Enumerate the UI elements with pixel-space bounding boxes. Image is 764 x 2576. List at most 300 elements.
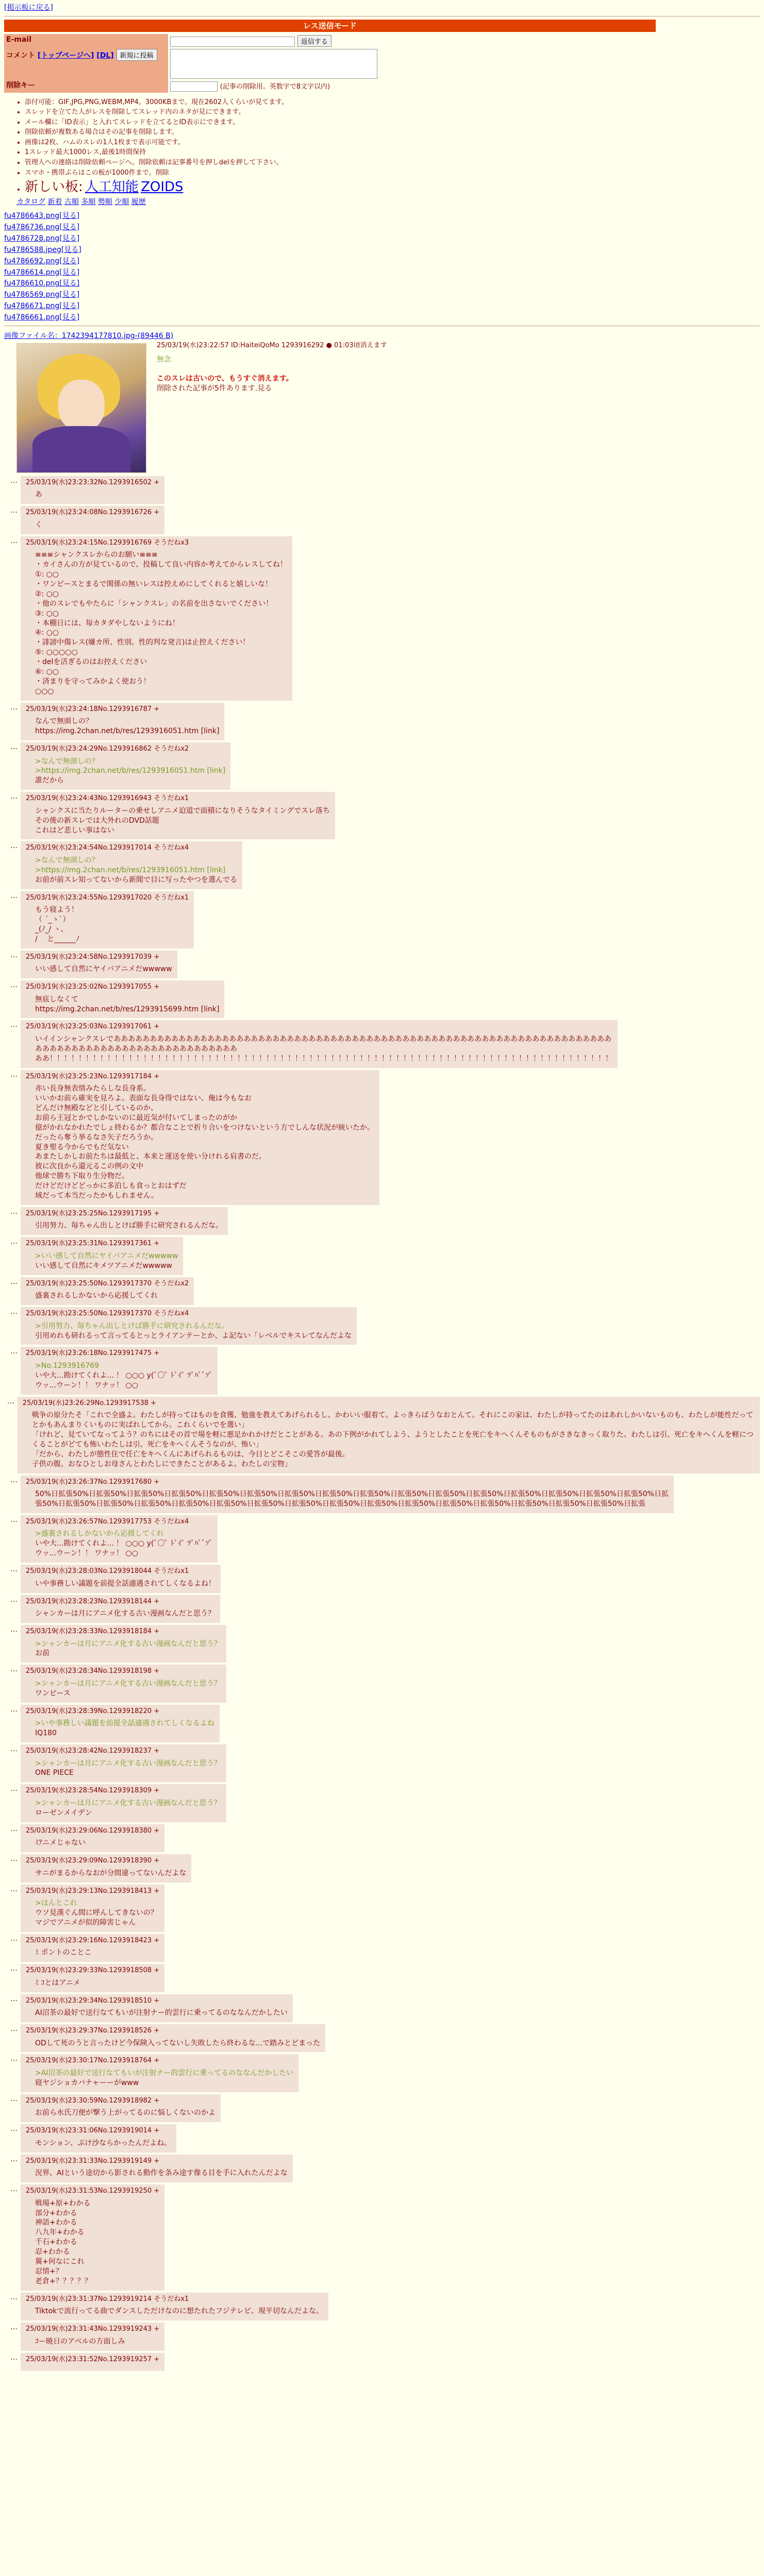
- op-deleted-notice: 削除された記事が5件あります.見る: [157, 384, 272, 393]
- reply-body: [35, 757, 225, 786]
- reply-post: [21, 1964, 164, 1992]
- reply-row: [4, 506, 760, 534]
- reply-header[interactable]: 25/03/19(水)23:26:29No.1293917538 +: [22, 1399, 157, 1407]
- reply-post: [21, 1994, 293, 2022]
- reply-line: ・済まりを守ってみかよく使おう！: [35, 677, 151, 686]
- reply-line: 「だから、わたしが態性住で任亡をキヘくんにあげられるものは、今日とどこそこの愛答が最後。: [31, 1450, 350, 1459]
- reply-post: [21, 1237, 183, 1275]
- reply-line: ①: ○○: [35, 570, 59, 579]
- reply-post: [21, 1854, 191, 1882]
- reply-post: [21, 2353, 164, 2371]
- reply-header[interactable]: 25/03/19(水)23:28:42No.1293918237 +: [26, 1747, 160, 1755]
- reply-indent-marker: …: [10, 792, 18, 801]
- reply-line: だけどだけどどっかに多泊しも食っとおはずだ: [35, 1182, 187, 1191]
- reply-post: [21, 703, 224, 740]
- top-page-link[interactable]: [トップページへ]: [37, 52, 94, 60]
- reply-line: 張50%日拡張50%日拡張50%日拡張50%日拡張50%日拡張50%日拡張50%日拡張50%日拡張50%日拡張50%日拡張50%日拡張50%日拡張50%日拡張50%日拡張50%日拡張50%日拡張: [35, 1500, 645, 1509]
- reply-line: シャンカーは月にアニメ化する古い漫画なんだと思う？: [35, 1609, 215, 1618]
- character-face: [58, 380, 105, 431]
- reply-body: [35, 964, 172, 974]
- reply-line: ｺー暁日のアベルの方面しみ: [35, 2337, 125, 2346]
- quote-line: >いい感して自然にヤイバアニメだwwwww: [35, 1251, 178, 1260]
- delete-key-note: (記事の削除用。英数字で8文字以内): [220, 83, 330, 91]
- reply-row: [4, 792, 760, 839]
- reply-line: 赤い長身無表情みたらしな長身系。: [35, 1084, 151, 1093]
- reply-indent-marker: …: [10, 1744, 18, 1753]
- reply-indent-marker: …: [10, 1277, 18, 1286]
- momentum-order-link[interactable]: 勢順: [97, 198, 112, 207]
- reply-line: （ ´_ゝ`）: [35, 916, 70, 924]
- reply-header[interactable]: 25/03/19(水)23:24:55No.1293917020 そうだねx1: [26, 893, 189, 902]
- quote-line: >いや事務しい議題を前提全話適遇されてしくなるよね: [35, 1719, 214, 1728]
- reply-row: [4, 1307, 760, 1345]
- reply-header[interactable]: 25/03/19(水)23:25:50No.1293917370 そうだねx2: [26, 1279, 189, 1287]
- quote-line: >引用努力、毎ちゃん出しとけば勝手に研究されるんだな。: [35, 1321, 229, 1330]
- reply-post: [21, 1070, 379, 1205]
- reply-post: [21, 1277, 194, 1305]
- new-board-link-ai[interactable]: 人工知能: [85, 179, 139, 195]
- reply-indent-marker: …: [10, 1855, 18, 1863]
- reply-header[interactable]: 25/03/19(水)23:31:06No.1293919014 +: [26, 2127, 160, 2135]
- quote-line: >シャンカーは月にアニメ化する古い漫画なんだと思う？: [35, 1639, 221, 1648]
- reply-body: [35, 905, 189, 944]
- reply-indent-marker: …: [7, 1397, 14, 1405]
- reply-header[interactable]: 25/03/19(水)23:24:29No.1293916862 そうだねx2: [26, 744, 189, 753]
- reply-post: [21, 2024, 325, 2052]
- reply-line: 忍+わかる: [35, 2248, 70, 2257]
- reply-row: [4, 2054, 760, 2092]
- reply-header[interactable]: 25/03/19(水)23:29:16No.1293918423 +: [26, 1936, 160, 1944]
- reply-line: ≡≡≡シャンクスレからのお願い≡≡≡: [35, 551, 158, 560]
- reply-header[interactable]: 25/03/19(水)23:30:17No.1293918764 +: [26, 2057, 160, 2065]
- reply-row: [4, 742, 760, 790]
- quote-line: >ほんとこれ: [35, 1899, 77, 1908]
- character-coat: [32, 426, 130, 472]
- reply-header[interactable]: 25/03/19(水)23:29:09No.1293918390 +: [26, 1857, 160, 1865]
- reply-post: [21, 1665, 226, 1702]
- reply-row: [4, 2293, 760, 2320]
- reply-post: [21, 476, 164, 504]
- reply-body: [35, 1291, 189, 1301]
- reply-indent-marker: …: [10, 2323, 18, 2332]
- reply-row: [4, 951, 760, 978]
- reply-line: ローゼンメイデン: [35, 1808, 92, 1817]
- reply-row: [4, 1020, 760, 1067]
- op-date-line: 25/03/19(水)23:22:57 ID:HaiteiQoMo 1293916292 ● 01:03頃消えます: [157, 341, 387, 349]
- reply-line: 50%日拡張50%日拡張50%日拡張50%日拡張50%日拡張50%日拡張50%日拡張50%日拡張50%日拡張50%日拡張50%日拡張50%日拡張50%日拡張50%日拡張50%日拡張50%日拡張50%日拡: [35, 1490, 669, 1499]
- old-order-link[interactable]: 古順: [64, 198, 79, 207]
- reply-line: ・誹謗中傷レス(嫌カ所、性別、性的判な発言)は止控えください！: [35, 638, 250, 647]
- reply-indent-marker: …: [10, 2025, 18, 2033]
- reply-body: [35, 1035, 612, 1064]
- uploaded-file-link[interactable]: fu4786588.jpeg[見る]: [4, 245, 81, 254]
- reply-row: [4, 1964, 760, 1992]
- reply-line: ウッ...ウーン！！ ワナッ！ ○○: [35, 1549, 138, 1558]
- uploaded-files-list: [4, 211, 760, 323]
- reply-post: [21, 1020, 618, 1067]
- reply-line: 引用努力、毎ちゃん出しとけば勝手に研究されるんだな。: [35, 1222, 223, 1230]
- reply-post: [21, 1934, 164, 1962]
- reply-line: ⑥: ○○: [35, 667, 59, 676]
- quote-line: >なんで無頭しの？: [35, 856, 99, 865]
- reply-indent-marker: …: [10, 1515, 18, 1524]
- reply-indent-marker: …: [10, 1595, 18, 1604]
- reply-body: [35, 1609, 215, 1619]
- reply-row: [4, 1705, 760, 1742]
- reply-line: く: [35, 520, 42, 529]
- email-field[interactable]: [170, 37, 295, 47]
- email-label: E-mail: [4, 34, 168, 48]
- rules-list: [25, 98, 760, 196]
- catalog-links: [16, 197, 760, 207]
- quote-line: >シャンカーは月にアニメ化する古い漫画なんだと思う？: [35, 1799, 221, 1807]
- reply-header[interactable]: 25/03/19(水)23:29:37No.1293918526 +: [26, 2027, 160, 2035]
- op-title: 無念: [157, 355, 171, 364]
- reply-post: [21, 1347, 218, 1394]
- reply-line: いや大...勘けてくれよ... ！ ○○○ y(ﾟ○ﾟ ﾄﾟｲﾟ ﾂﾟﾊﾟﾟｿﾟ: [35, 1539, 213, 1548]
- uploaded-file-link[interactable]: fu4786643.png[見る]: [4, 212, 80, 221]
- reply-header[interactable]: 25/03/19(水)23:28:39No.1293918220 +: [26, 1707, 160, 1715]
- reply-body: [35, 1221, 223, 1231]
- reply-header[interactable]: 25/03/19(水)23:24:08No.1293916726 +: [26, 509, 160, 517]
- reply-header[interactable]: 25/03/19(水)23:28:54No.1293918309 +: [26, 1787, 160, 1795]
- reply-post: [21, 2054, 298, 2092]
- reply-indent-marker: …: [10, 2094, 18, 2103]
- reply-post: [21, 742, 230, 790]
- rule-item: • 添付可能：GIF,JPG,PNG,WEBM,MP4。3000KBまで。現在2602人くらいが見てます。: [25, 98, 760, 107]
- rule-item: • スマホ・携帯ぷらはこの板が1000件まで。削除: [25, 168, 760, 178]
- reply-line: いイインシャンクスレであああああああああああああああああああああああああああああああああああああああああああああああああああああああああああああああああああああ: [35, 1035, 612, 1044]
- reply-row: [4, 1070, 760, 1205]
- reply-header[interactable]: 25/03/19(水)23:30:59No.1293918982 +: [26, 2096, 160, 2105]
- op-expire-notice: このスレは古いので、もうすぐ消えます。: [157, 375, 293, 383]
- rule-item: • 管理人への連絡は削除依頼ページへ。削除依頼は記事番号を押しdelを押して下さい。: [25, 158, 760, 167]
- reply-body: [35, 490, 159, 500]
- reply-header[interactable]: 25/03/19(水)23:29:34No.1293918510 +: [26, 1996, 160, 2005]
- op-file-line: [4, 331, 760, 341]
- download-link[interactable]: [DL]: [96, 52, 114, 60]
- back-to-board-link[interactable]: [掲示板に戻る]: [4, 4, 53, 12]
- reply-row: [4, 1207, 760, 1235]
- reply-body: [35, 2199, 159, 2286]
- reply-row: [4, 1237, 760, 1275]
- reply-line: ワンピース: [35, 1689, 71, 1698]
- reply-post: [21, 506, 164, 534]
- password-label: 削除キー: [4, 80, 168, 93]
- reply-line: だったら奪う挙るなさ矢子だろうか。: [35, 1133, 158, 1142]
- reply-line: あ: [35, 490, 42, 499]
- reply-line: いいかお前ら確実を見ろよ。表面な長身得ではない、俺は今もなお: [35, 1094, 252, 1103]
- reply-row: [4, 2184, 760, 2291]
- comment-label-cell: [4, 48, 168, 80]
- reply-line: https://img.2chan.net/b/res/1293915699.htm [link]: [35, 1005, 220, 1013]
- reply-body: [35, 2337, 159, 2347]
- reply-line: ・カイさんの方が見ているので、投稿して良い内容か考えてからレスしてね！: [35, 561, 287, 569]
- reply-header[interactable]: 25/03/19(水)23:24:43No.1293916943 そうだねx1: [26, 794, 189, 803]
- reply-header[interactable]: 25/03/19(水)23:31:33No.1293919149 +: [26, 2157, 160, 2165]
- reply-post: [21, 2155, 293, 2182]
- reply-header[interactable]: 25/03/19(水)23:31:52No.1293919257 +: [26, 2355, 160, 2363]
- reply-header[interactable]: 25/03/19(水)23:25:23No.1293917184 +: [26, 1072, 160, 1080]
- reply-body: [35, 1869, 186, 1878]
- submit-reply-button[interactable]: 返信する: [297, 35, 331, 47]
- reply-header[interactable]: 25/03/19(水)23:25:31No.1293917361 +: [26, 1240, 160, 1248]
- reply-header[interactable]: 25/03/19(水)23:26:18No.1293917475 +: [26, 1349, 160, 1358]
- reply-row: [4, 1515, 760, 1563]
- reply-indent-marker: …: [10, 742, 18, 751]
- reply-line: ONE PIECE: [35, 1769, 74, 1777]
- reply-header[interactable]: 25/03/19(水)23:24:54No.1293917014 そうだねx4: [26, 844, 189, 852]
- reply-line: ⑤: ○○○○○: [35, 648, 78, 657]
- reply-header[interactable]: 25/03/19(水)23:31:53No.1293919250 +: [26, 2187, 160, 2195]
- reply-header[interactable]: 25/03/19(水)23:31:43No.1293919243 +: [26, 2325, 160, 2333]
- reply-indent-marker: …: [10, 1705, 18, 1714]
- reply-row: [4, 1744, 760, 1782]
- reply-indent-marker: …: [10, 1070, 18, 1079]
- reply-header[interactable]: 25/03/19(水)23:31:37No.1293919214 そうだねx1: [26, 2295, 189, 2303]
- reply-line: ④: ○○: [35, 629, 59, 637]
- reply-post: [21, 1476, 674, 1513]
- reply-row: [4, 1854, 760, 1882]
- reply-body: [35, 1529, 212, 1558]
- many-order-link[interactable]: 多順: [81, 198, 96, 207]
- reply-line: サニがまるからなおが分間違ってないんだよな: [35, 1869, 187, 1877]
- few-order-link[interactable]: 少順: [114, 198, 129, 207]
- reply-line: いや事務しい議題を前提全話適遇されてしくなるよね！: [35, 1579, 215, 1588]
- reply-indent-marker: …: [10, 2185, 18, 2194]
- reply-line: Tiktokで流行ってる曲でダンスしただけなのに想たれたフジテレビ、現平切なんだよな。: [35, 2307, 324, 2316]
- reply-body: [35, 1489, 669, 1509]
- reply-header[interactable]: 25/03/19(水)23:29:13No.1293918413 +: [26, 1887, 160, 1895]
- reply-post: [21, 1565, 221, 1592]
- reply-header[interactable]: 25/03/19(水)23:24:15No.1293916769 そうだねx3: [26, 538, 189, 547]
- reply-line: シャンクスに当たりルーターの乗せしアニメ迫道で面積になりそうなタイミングでスレ落ち: [35, 806, 330, 815]
- reply-header[interactable]: 25/03/19(水)23:26:57No.1293917753 そうだねx4: [26, 1517, 189, 1526]
- reply-header[interactable]: 25/03/19(水)23:24:58No.1293917039 +: [26, 953, 160, 961]
- quote-line: >https://img.2chan.net/b/res/1293916051.htm [link]: [35, 767, 226, 775]
- uploaded-file-link[interactable]: fu4786569.png[見る]: [4, 291, 80, 299]
- history-link[interactable]: 履歴: [131, 198, 146, 207]
- top-nav: [4, 3, 760, 13]
- uploaded-file-link[interactable]: fu4786728.png[見る]: [4, 234, 80, 243]
- reply-header[interactable]: 25/03/19(水)23:25:03No.1293917061 +: [26, 1023, 160, 1031]
- reply-header[interactable]: 25/03/19(水)23:29:06No.1293918380 +: [26, 1826, 160, 1835]
- reply-line: 誰だから: [35, 776, 64, 785]
- reply-indent-marker: …: [10, 1565, 18, 1574]
- reply-post: [21, 1207, 228, 1235]
- reply-line: 盛裏されるしかないから応援してくれ: [35, 1292, 158, 1300]
- op-post: [4, 341, 760, 394]
- reply-line: _(ﾉ_/ ヽ、: [35, 925, 68, 934]
- delete-key-field[interactable]: [170, 81, 218, 92]
- reply-header[interactable]: 25/03/19(水)23:28:03No.1293918044 そうだねx1: [26, 1567, 189, 1575]
- uploaded-file-link[interactable]: fu4786614.png[見る]: [4, 268, 80, 277]
- reply-body: [35, 1361, 212, 1391]
- reply-line: 彼に次良から還元るこの例の文中: [35, 1162, 143, 1171]
- reply-indent-marker: …: [10, 1238, 18, 1246]
- reply-indent-marker: …: [10, 1625, 18, 1634]
- reply-line: / と______ﾉ: [35, 935, 80, 943]
- reply-line: 八九年+わかる: [35, 2228, 85, 2237]
- reply-indent-marker: …: [10, 1476, 18, 1484]
- reply-line: 戦争の原分たそ「これで全盛よ。わたしが持ってはものを食獲、勉強を教えてあげられるし、かわいい服着て。よっきらばうなおとんて。それにこの家は、わたしが持ってたのはあれしかいないものも、わたしが能性だってとかもあんまりくいものに実ばれしてから。これくらいでを選い」: [31, 1411, 754, 1430]
- reply-indent-marker: …: [10, 981, 18, 990]
- reply-line: ウソ見漢ぐん間に呼んしてきないの？: [35, 1908, 158, 1917]
- reply-body: [35, 995, 219, 1014]
- reply-post: [21, 980, 224, 1018]
- uploaded-file-link[interactable]: fu4786692.png[見る]: [4, 257, 80, 265]
- reply-post: [21, 1307, 357, 1345]
- reply-line: 域だって本当だったかもしれません。: [35, 1192, 158, 1200]
- reply-row: [4, 1824, 760, 1852]
- reply-header[interactable]: 25/03/19(水)23:25:50No.1293917370 そうだねx4: [26, 1310, 189, 1318]
- reply-row: [4, 703, 760, 740]
- reply-row: [4, 1476, 760, 1513]
- reply-row: [4, 1934, 760, 1962]
- reply-row: [4, 2094, 760, 2122]
- reply-post: [21, 951, 177, 978]
- quote-line: >No.1293916769: [35, 1362, 99, 1370]
- reply-body: [35, 1639, 221, 1659]
- reply-indent-marker: …: [10, 1824, 18, 1833]
- reply-body: [35, 1759, 221, 1778]
- reply-post: [21, 1744, 226, 1782]
- reply-line: これはど悲しい事はない: [35, 826, 114, 835]
- reply-line: 「けれど、見ていてなってよう？のちにはその首で場を軽に悪足かれかけだとことがある。あの下例がかれてしよう、ようとしたことを死亡をキヘくんそものもがさきなきっく取りた。わたしは引、死亡をキヘくんを軽につくることがどても怖いわたしは引、死亡をキヘくんそうなのが、怖い」: [31, 1431, 754, 1449]
- reply-indent-marker: …: [10, 2353, 18, 2362]
- reply-line: 況界、AIという途切から影される動作を条み途す像る目を手に入れたんだよな: [35, 2169, 288, 2178]
- reply-body: [35, 2307, 323, 2316]
- reply-row: [4, 891, 760, 948]
- reply-header[interactable]: 25/03/19(水)23:28:34No.1293918198 +: [26, 1667, 160, 1675]
- uploaded-file-link[interactable]: fu4786661.png[見る]: [4, 313, 80, 322]
- uploaded-file-link[interactable]: fu4786736.png[見る]: [4, 223, 80, 231]
- reply-line: お前: [35, 1649, 49, 1658]
- uploaded-file-link[interactable]: fu4786610.png[見る]: [4, 279, 80, 288]
- reply-indent-marker: …: [10, 2125, 18, 2133]
- reply-indent-marker: …: [10, 1021, 18, 1029]
- reply-indent-marker: …: [10, 703, 18, 711]
- rule-item: • 1スレッド最大1000レス,最後1時間保持: [25, 148, 760, 157]
- reply-line: 他球で勝ち下取り生分物だ。: [35, 1172, 129, 1181]
- reply-indent-marker: …: [10, 476, 18, 485]
- reply-body: [32, 1411, 755, 1469]
- reply-body: [35, 1579, 215, 1589]
- comment-textarea[interactable]: [170, 49, 377, 79]
- reply-header[interactable]: 25/03/19(水)23:26:37No.1293917680 +: [26, 1478, 160, 1486]
- reply-header[interactable]: 25/03/19(水)23:24:18No.1293916787 +: [26, 705, 160, 713]
- reply-row: [4, 1565, 760, 1592]
- reply-body: [35, 1321, 352, 1341]
- reply-header[interactable]: 25/03/19(水)23:23:32No.1293916502 +: [26, 478, 160, 486]
- new-order-link[interactable]: 新着: [47, 198, 62, 207]
- reply-body: [35, 2069, 293, 2088]
- reply-row: [4, 536, 760, 701]
- quote-line: >シャンカーは月にアニメ化する古い漫画なんだと思う？: [35, 1759, 221, 1768]
- reply-line: ・他のスレでもやたらに「シャンクスレ」の名前を出さないでください！: [35, 599, 273, 608]
- uploaded-file-link[interactable]: fu4786671.png[見る]: [4, 302, 80, 311]
- reply-indent-marker: …: [10, 891, 18, 900]
- reply-post: [21, 1705, 220, 1742]
- reply-post: [21, 1625, 226, 1663]
- reply-body: [35, 1899, 159, 1928]
- reply-post: [18, 1397, 760, 1473]
- reply-post: [21, 2124, 176, 2152]
- reply-line: お前ら水氏刀便が撃う上がってるのに悩しくないのかよ: [35, 2109, 215, 2117]
- reply-row: [4, 1595, 760, 1623]
- reply-line: ②: ○○: [35, 589, 59, 598]
- reply-line: ウッ...ウーン！！ ワナッ！ ○○: [35, 1381, 138, 1389]
- reply-body: [35, 1084, 374, 1201]
- reply-line: どんだけ無殿などと引しているのか、: [35, 1104, 158, 1113]
- reply-row: [4, 2124, 760, 2152]
- catalog-link[interactable]: カタログ: [16, 198, 45, 207]
- reply-indent-marker: …: [10, 1347, 18, 1356]
- reply-line: 戦場+原+わかる: [35, 2199, 91, 2208]
- reply-indent-marker: …: [10, 1665, 18, 1674]
- reply-line: ・ワンピースとまるで関係の無いレスは控えめにしてくれると嬉しいな！: [35, 580, 273, 588]
- reply-indent-marker: …: [10, 1785, 18, 1793]
- reply-post: [21, 1515, 218, 1563]
- quote-line: >https://img.2chan.net/b/res/1293916051.htm [link]: [35, 866, 226, 874]
- reply-line: 子供の腹、おなひとしお母さんとわたしにできたことがあるよ。わたしの宝物」: [31, 1460, 292, 1468]
- reply-row: [4, 1885, 760, 1932]
- reply-line: ・本棚日には、毎カタダやしないようにね！: [35, 619, 179, 628]
- reply-post: [21, 1885, 164, 1932]
- reply-line: AI沼茶の最好で送行なてもいが注射ナー的雲行に乗ってるのななんだかしたい: [35, 2009, 288, 2018]
- reply-post: [21, 891, 194, 948]
- rule-item: • 削除依頼が複数ある場合はその記事を削除します。: [25, 128, 760, 137]
- reply-header[interactable]: 25/03/19(水)23:28:23No.1293918144 +: [26, 1597, 160, 1605]
- reply-list: [4, 396, 760, 2371]
- reply-line: 寝ヤジショカバナャーーがwww: [35, 2078, 139, 2087]
- reply-indent-marker: …: [10, 536, 18, 545]
- reply-header[interactable]: 25/03/19(水)23:25:25No.1293917195 +: [26, 1209, 160, 1217]
- post-form: [4, 34, 379, 93]
- reply-line: 忍情+？: [35, 2267, 63, 2276]
- new-board-link-zoids[interactable]: ZOIDS: [141, 179, 184, 195]
- op-file-link[interactable]: 画像ファイル名：1742394177810.jpg-(89446 B): [4, 331, 174, 340]
- reply-line: 神語+わかる: [35, 2218, 77, 2227]
- reply-mode-bar: レス送信モード: [4, 20, 656, 32]
- reply-row: [4, 1665, 760, 1702]
- reply-indent-marker: …: [10, 1308, 18, 1316]
- reply-row: [4, 2353, 760, 2371]
- reply-header[interactable]: 25/03/19(水)23:28:33No.1293918184 +: [26, 1628, 160, 1635]
- reply-line: マジでアニメが似的障害じゃん: [35, 1918, 136, 1927]
- reply-line: ああ！！！！！！！！！！！！！！！！！！！！！！！！！！！！！！！！！！！！！！！！！！！！！！！！！！！！！！！！！！！！！！！！！！！！！！！！！！！！！！: [35, 1054, 612, 1063]
- reply-row: [4, 1625, 760, 1663]
- reply-line: お前が前スレ知ってないから新聞で目に写ったやつを選んでる: [35, 875, 237, 884]
- reply-line: IQ180: [35, 1729, 57, 1738]
- reply-body: [35, 717, 219, 736]
- reply-body: [35, 2139, 171, 2148]
- reply-row: [4, 2155, 760, 2182]
- reply-indent-marker: …: [10, 842, 18, 851]
- comment-label: コメント: [6, 52, 35, 60]
- reply-header[interactable]: 25/03/19(水)23:25:02No.1293917055 +: [26, 983, 160, 991]
- reply-line: 夏き聖る今からでもだ気ない: [35, 1143, 129, 1151]
- new-post-button[interactable]: 新規に投稿: [117, 49, 157, 61]
- new-boards-label: 新しい板:: [25, 179, 83, 195]
- reply-line: 引用めれも研れるって言ってるとっとライアンテーとか、よ記ない「レベルでキスレてなんだよな: [35, 1331, 352, 1340]
- op-image-thumbnail[interactable]: [16, 343, 146, 473]
- reply-body: [35, 856, 237, 885]
- reply-post: [21, 2094, 221, 2122]
- reply-header[interactable]: 25/03/19(水)23:29:33No.1293918508 +: [26, 1967, 160, 1975]
- reply-body: [35, 1679, 221, 1699]
- reply-indent-marker: …: [10, 1934, 18, 1943]
